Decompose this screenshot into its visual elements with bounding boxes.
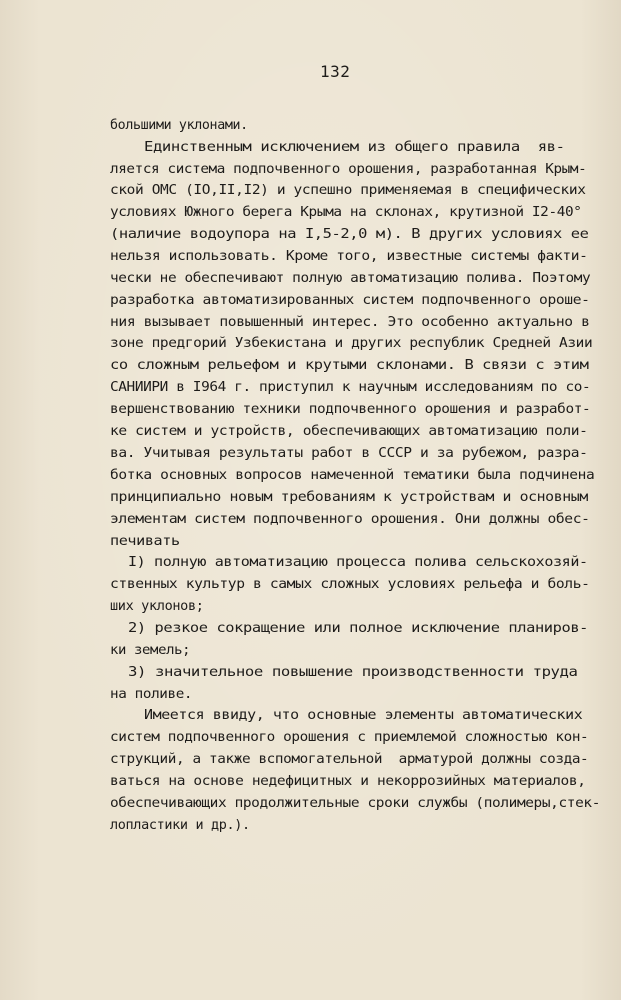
text-line: условиях Южного берега Крыма на склонах, крутизной I2-40° bbox=[110, 205, 582, 220]
text-line: нельзя использовать. Кроме того, известные системы факти- bbox=[110, 249, 588, 264]
text-line: чески не обеспечивают полную автоматизацию полива. Поэтому bbox=[110, 271, 591, 286]
text-line: ших уклонов; bbox=[110, 599, 204, 614]
text-line: элементам систем подпочвенного орошения. Они должны обес- bbox=[110, 512, 590, 527]
text-line: Единственным исключением из общего правила яв- bbox=[144, 140, 565, 155]
text-line: струкций, а также вспомогательной арматурой должны созда- bbox=[110, 752, 589, 767]
text-line: большими уклонами. bbox=[110, 118, 248, 133]
text-line: ботка основных вопросов намеченной тематики была подчинена bbox=[110, 468, 595, 483]
text-line: 3) значительное повышение производственности труда bbox=[128, 665, 578, 680]
text-line: ляется система подпочвенного орошения, разработанная Крым- bbox=[110, 162, 587, 177]
text-line: принципиально новым требованиям к устройствам и основным bbox=[110, 490, 588, 505]
text-line: (наличие водоупора на I,5-2,0 м). В других условиях ее bbox=[110, 227, 589, 242]
text-line: зоне предгорий Узбекистана и других республик Средней Азии bbox=[110, 336, 593, 351]
text-line: Имеется ввиду, что основные элементы автоматических bbox=[144, 708, 583, 723]
text-line: печивать bbox=[110, 534, 180, 549]
text-line: ва. Учитывая результаты работ в СССР и за рубежом, разра- bbox=[110, 446, 588, 461]
text-line: ния вызывает повышенный интерес. Это особенно актуально в bbox=[110, 315, 590, 330]
text-line: вершенствованию техники подпочвенного орошения и разработ- bbox=[110, 402, 591, 417]
text-line: обеспечивающих продолжительные сроки службы (полимеры,стек- bbox=[110, 796, 600, 811]
text-line: разработка автоматизированных систем подпочвенного ороше- bbox=[110, 293, 590, 308]
text-line: 2) резкое сокращение или полное исключение планиров- bbox=[128, 621, 589, 636]
text-line: ки земель; bbox=[110, 643, 191, 658]
text-line: I) полную автоматизацию процесса полива сельскохозяй- bbox=[128, 555, 588, 570]
text-line: ственных культур в самых сложных условиях рельефа и боль- bbox=[110, 577, 590, 592]
text-line: со сложным рельефом и крутыми склонами. В связи с этим bbox=[110, 358, 589, 373]
text-line: САНИИРИ в I964 г. приступил к научным исследованиям по со- bbox=[110, 380, 591, 395]
text-line: на поливе. bbox=[110, 687, 193, 702]
text-line: ской ОМС (IO,II,I2) и успешно применяемая в специфических bbox=[110, 183, 586, 198]
text-line: ваться на основе недефицитных и некоррозийных материалов, bbox=[110, 774, 586, 789]
text-line: систем подпочвенного орошения с приемлемой сложностью кон- bbox=[110, 730, 589, 745]
text-line: лопластики и др.). bbox=[110, 818, 250, 833]
page-number: 132 bbox=[320, 62, 351, 81]
text-line: ке систем и устройств, обеспечивающих автоматизацию поли- bbox=[110, 424, 588, 439]
